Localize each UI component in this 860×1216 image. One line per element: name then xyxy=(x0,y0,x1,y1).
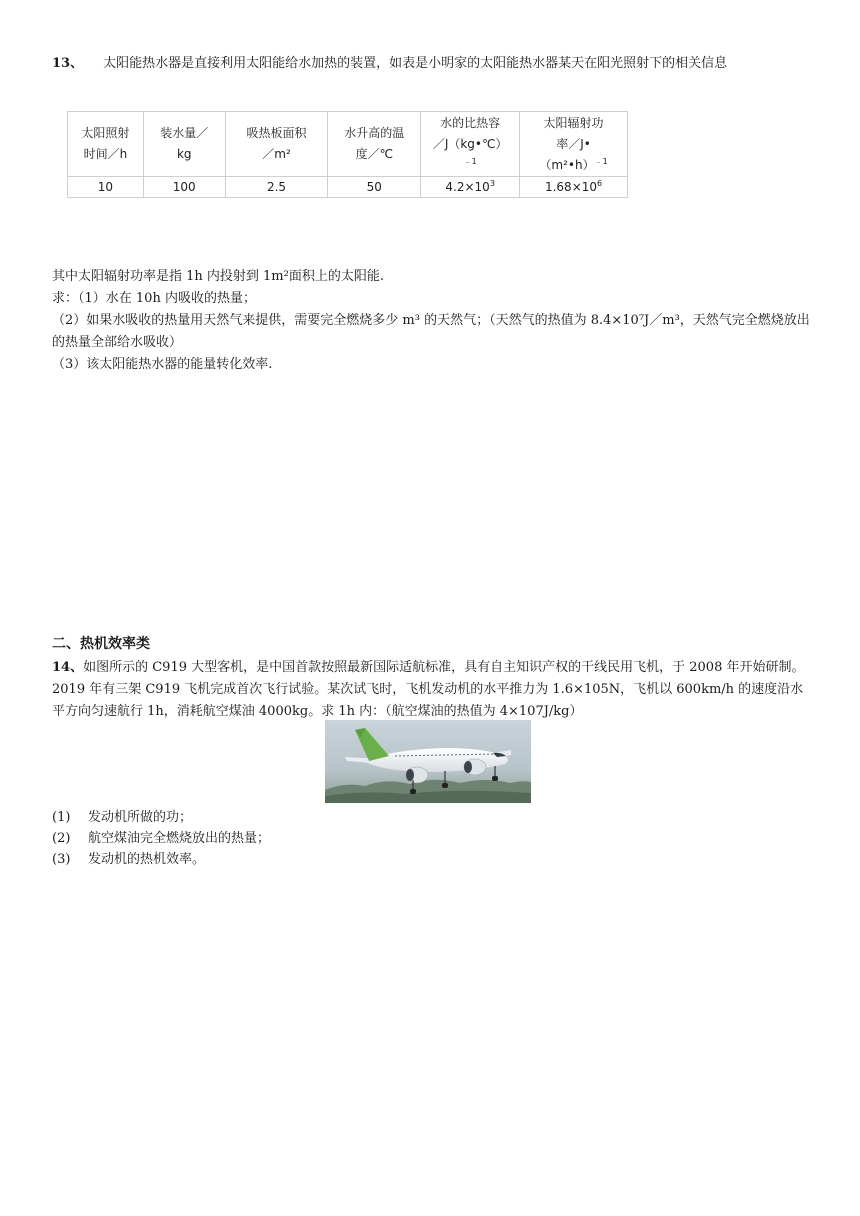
question-13-subquestion-3: （3）该太阳能热水器的能量转化效率. xyxy=(52,357,273,372)
list-item: (3) 发动机的热机效率。 xyxy=(52,852,206,867)
table-header-cell: 太阳照射 时间／h xyxy=(68,112,144,177)
question-14-subquestions xyxy=(52,807,810,870)
table-cell-solar-power: $1.68\times 10^6$ xyxy=(520,177,628,198)
airplane-illustration xyxy=(325,720,531,803)
table-cell: 2.5 xyxy=(225,177,328,198)
question-14-stem xyxy=(52,657,810,723)
table-header-cell: 吸热板面积 ／m² xyxy=(225,112,328,177)
question-13-text: 太阳能热水器是直接利用太阳能给水加热的装置，如表是小明家的太阳能热水器某天在阳光照射下的相关信息 xyxy=(103,56,728,71)
question-14-number: 14、 xyxy=(52,660,84,675)
table-cell-specific-heat: $4.2\times 10^3$ xyxy=(421,177,520,198)
list-item: (2) 航空煤油完全燃烧放出的热量； xyxy=(52,831,271,846)
question-13-number: 13、 xyxy=(52,56,84,71)
question-13-ask: 求：（1）水在 10h 内吸收的热量； xyxy=(52,291,256,306)
table-header-cell: 水升高的温 度／℃ xyxy=(328,112,421,177)
table-cell: 50 xyxy=(328,177,421,198)
list-item: (1) 发动机所做的功； xyxy=(52,810,193,825)
table-header-cell: 水的比热容 ／J（kg•℃） $^{﹣1}$ xyxy=(421,112,520,177)
question-13-stem xyxy=(52,53,810,75)
question-13-note: 其中太阳辐射功率是指 1h 内投射到 1m²面积上的太阳能. xyxy=(52,269,384,284)
table-row xyxy=(68,177,628,198)
question-14-text: 如图所示的 C919 大型客机，是中国首款按照最新国际适航标准，具有自主知识产权的干线民用飞机，于 2008 年开始研制。2019 年有三架 C919 飞机完成首次飞行试验。某次试飞时，飞机发动机的水平推力为 1.6×105N，飞机以 600km/h 的速度沿水平方向匀速航行 1h，消耗航空煤油 4000kg。求 1h 内：（航空煤油的热值为 4×107J/kg） xyxy=(52,660,805,719)
c919-airplane-photo xyxy=(325,720,531,803)
solar-heater-data-table xyxy=(67,111,628,198)
table-header-cell: 太阳辐射功 率／J• （m²•h）$^{﹣1}$ xyxy=(520,112,628,177)
section-heading: 二、热机效率类 xyxy=(52,636,150,652)
table-header-cell: 装水量／ kg xyxy=(143,112,225,177)
question-13-subquestion-2: （2）如果水吸收的热量用天然气来提供，需要完全燃烧多少 m³ 的天然气；（天然气的热值为 8.4×10⁷J／m³，天然气完全燃烧放出的热量全部给水吸收） xyxy=(52,313,810,350)
table-cell: 100 xyxy=(143,177,225,198)
table-cell: 10 xyxy=(68,177,144,198)
